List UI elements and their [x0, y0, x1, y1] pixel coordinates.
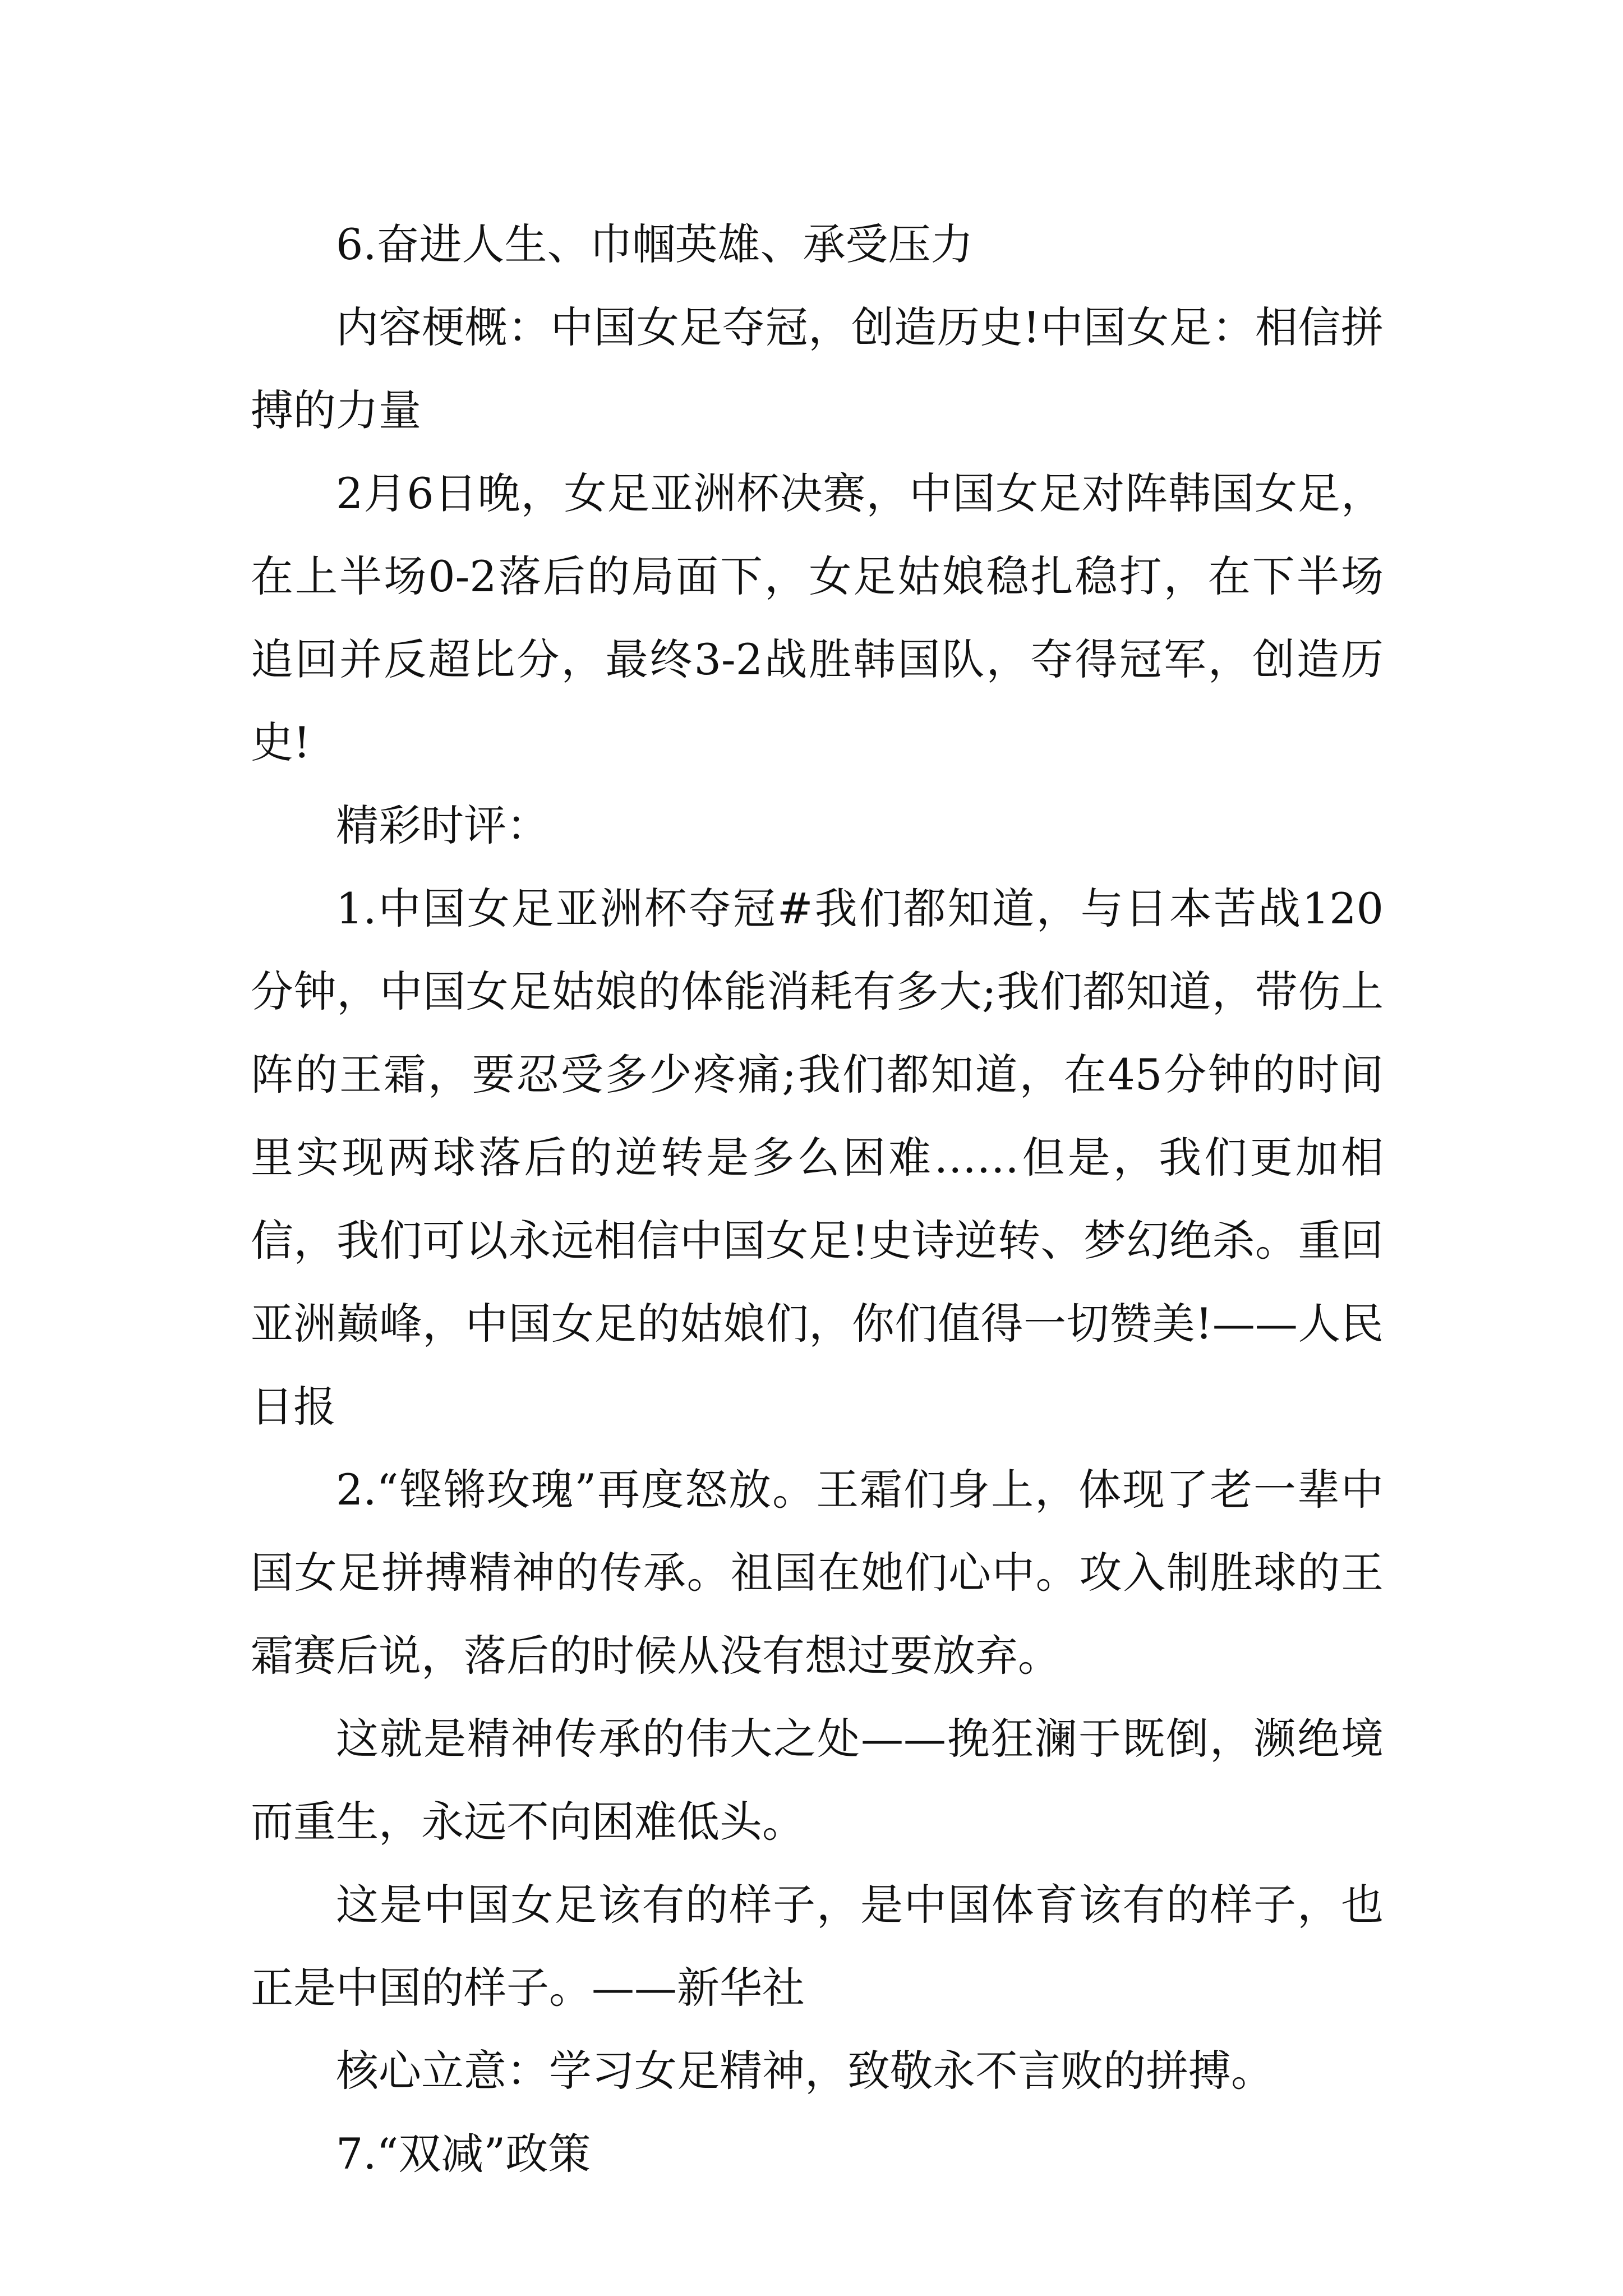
summary-paragraph: 内容梗概：中国女足夺冠，创造历史!中国女足：相信拼搏的力量 [251, 302, 1384, 435]
section-heading-6: 6.奋进人生、巾帼英雄、承受压力 [336, 219, 974, 269]
commentary-heading: 精彩时评： [336, 800, 549, 850]
china-paragraph: 这是中国女足该有的样子，是中国体育该有的样子，也正是中国的样子。——新华社 [251, 1880, 1384, 2013]
section-heading-7: 7.“双减”政策 [336, 2129, 591, 2179]
event-paragraph: 2月6日晚，女足亚洲杯决赛，中国女足对阵韩国女足，在上半场0-2落后的局面下，女足姑娘稳扎稳打，在下半场追回并反超比分，最终3-2战胜韩国队，夺得冠军，创造历史! [251, 468, 1384, 767]
document-body [251, 203, 1384, 2196]
spirit-paragraph: 这就是精神传承的伟大之处——挽狂澜于既倒，濒绝境而重生，永远不向困难低头。 [251, 1714, 1384, 1847]
commentary-2-paragraph: 2.“铿锵玫瑰”再度怒放。王霜们身上，体现了老一辈中国女足拼搏精神的传承。祖国在她们心中。攻入制胜球的王霜赛后说，落后的时候从没有想过要放弃。 [251, 1465, 1384, 1681]
core-theme-paragraph: 核心立意：学习女足精神，致敬永不言败的拼搏。 [336, 2046, 1274, 2096]
commentary-1-paragraph: 1.中国女足亚洲杯夺冠#我们都知道，与日本苦战120分钟，中国女足姑娘的体能消耗有多大;我们都知道，带伤上阵的王霜，要忍受多少疼痛;我们都知道，在45分钟的时间里实现两球落后的逆转是多么困难……但是，我们更加相信，我们可以永远相信中国女足!史诗逆转、梦幻绝杀。重回亚洲巅峰，中国女足的姑娘们，你们值得一切赞美!——人民日报 [251, 884, 1384, 1432]
